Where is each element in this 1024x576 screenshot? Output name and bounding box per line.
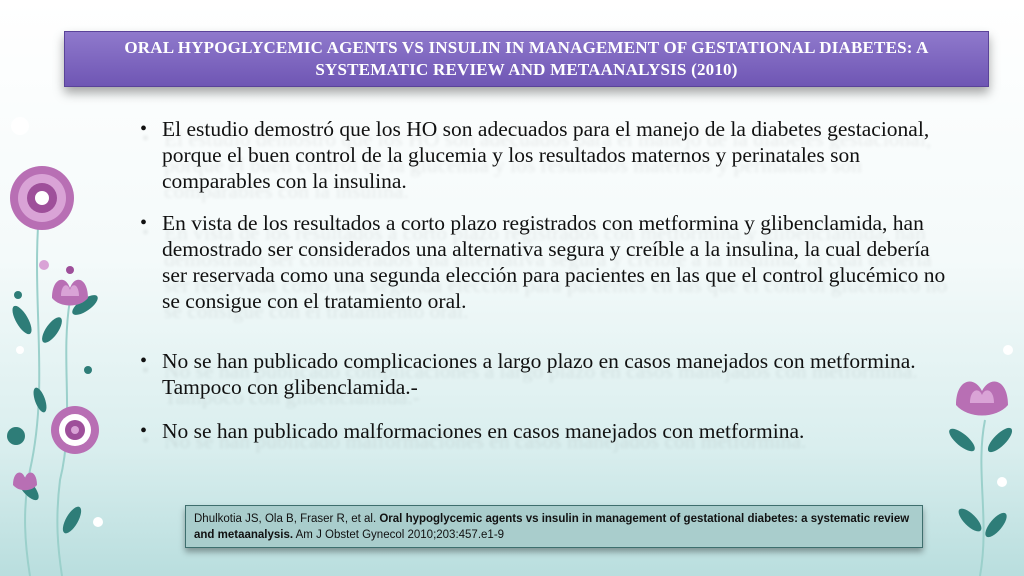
citation-source: Am J Obstet Gynecol 2010;203:457.e1-9 (295, 529, 505, 541)
slide-title-bar (64, 31, 989, 87)
bullet-item: • No se han publicado malformaciones en casos manejados con metformina. (138, 418, 958, 444)
citation-box (185, 505, 923, 548)
bullet-item: • El estudio demostró que los HO son adecuados para el manejo de la diabetes gestacional, porque el buen control de la glucemia y los resultados maternos y perinatales son comparables con la insulina. (138, 116, 958, 194)
citation-authors: Dhulkotia JS, Ola B, Fraser R, et al. (194, 513, 377, 525)
citation-title: Oral hypoglycemic agents vs insulin in management of gestational diabetes: a systematic review and metaanalysis. (194, 513, 910, 541)
bullet-list (138, 116, 958, 444)
slide-title: ORAL HYPOGLYCEMIC AGENTS VS INSULIN IN MANAGEMENT OF GESTATIONAL DIABETES: A SYSTEMATIC REVIEW AND METAANALYSIS (2010) (124, 38, 929, 79)
bullet-item: • En vista de los resultados a corto plazo registrados con metformina y glibenclamida, han demostrado ser considerados una alternativa segura y creíble a la insulina, la cual debería ser reservada como una segunda elección para pacientes en las que el control glucémico no se consigue con el tratamiento oral. (138, 210, 958, 314)
bullet-item: • No se han publicado complicaciones a largo plazo en casos manejados con metformina. Tampoco con glibenclamida.- (138, 348, 958, 400)
